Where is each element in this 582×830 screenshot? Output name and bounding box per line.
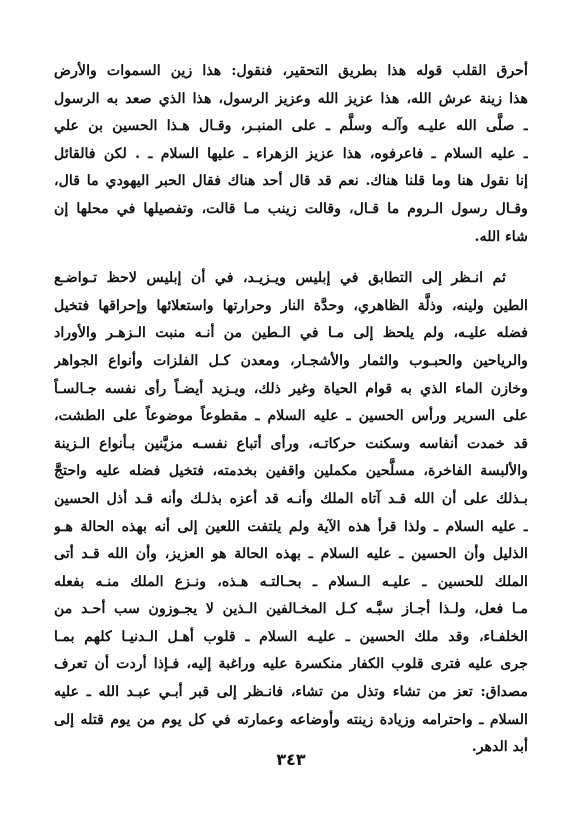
text-line: الملك للحسين ـ عليـه الـسلام ـ بحـالتـه هـذه، ونـزع الملك منـه بفعله [54,573,528,590]
text-line: أحرق القلب قوله هذا بطريق التحقير، فنقول: هذا زين السموات والأرض [54,63,528,79]
text-line: إنا نقول هنا وما قلنا هناك. نعم قد قال أحد هناك فقال الحبر اليهودي ما قال، [54,173,528,190]
text-line: فضله عليـه، ولم يلحظ إلى مـا في الـطين من أنـه منبت الـزهـر والأوراد [54,325,528,342]
text-line: شاء الله. [474,228,528,245]
text-line: هذا زينة عرش الله، هذا عزيز الله وعزيز الرسول، هذا الذي صعد به الرسول [54,90,528,107]
text-line: ـ عليه السلام ـ ولذا قرأ هذه الآية ولم يلتفت اللعين إلى أنه بهذه الحالة هـو [54,518,528,535]
text-line: مـا فعل، ولـذا أجـاز سبَّـه كـل المخـالفين الـذين لا يجـوزون سب أحـد من [54,601,528,618]
text-line: قد خمدت أنفاسه وسكنت حركاتـه، ورأى أتباع نفسـه مزيَّنين بـأنواع الـزينة [54,435,528,452]
text-line: وخازن الماء الذي به قوام الحياة وغير ذلك، ويـزيد أيضـاً رأى نفسه جـالسـاً [54,380,528,397]
text-line: بـذلك على أن الله قـد آتاه الملك وأنـه قد أعزه بذلـك وأنه قـد أذل الحسين [54,490,528,507]
text-line: الذليل وأن الحسين ـ عليه السلام ـ بهذه الحالة هو العزيز، وأن الله قـد أتى [54,546,528,563]
text-line: جرى عليه فترى قلوب الكفار منكسرة عليه وراغبة إليه، فـإذا أردت أن تعرف [54,656,528,673]
text-line: ثم انـظر إلى التطابق في إبليس ويـزيـد، في أن إبليس لاحظ تـواضـع [54,270,506,287]
text-line: ـ صلَّى الله عليـه وآلـه وسلَّم ـ على المنبـر، وقـال هـذا الحسين بن علي [54,118,528,135]
paragraph-gap [54,251,528,265]
text-line: الطين ولينه، وذلَّة الظاهري، وحدَّة النار وحرارتها واستعلائها وإحراقها فتخيل [54,297,528,314]
text-line: السلام ـ واحترامه وزيادة زينته وأوضاعه وعمارته في كل يوم من يوم قتله إلى [54,711,528,728]
text-line: والرياحين والحبـوب والثمار والأشجـار، ومعدن كـل الفلزات وأنواع الجواهر [54,352,528,369]
paragraph-continuation [54,58,528,251]
text-line: مصداق: تعز من تشاء وتذل من تشاء، فانـظر إلى قبر أبـي عبـد الله ـ عليه [54,684,528,701]
text-line: وقـال رسول الـروم ما قـال، وقالت زينب مـا قالت، وتفصيلها في محلها إن [54,200,528,217]
page-number: ٣٤٣ [276,750,306,769]
paragraph-iblis-yazid [54,265,528,762]
text-line: على السرير ورأس الحسين ـ عليه السلام ـ مقطوعاً موضوعاً على الطشت، [54,408,528,425]
text-line: الخلفـاء، وقد ملك الحسين ـ عليـه السلام ـ قلوب أهـل الـدنيـا كلهم بمـا [54,628,528,645]
book-page-text [54,58,528,762]
text-line: والألبسة الفاخرة، مسلَّحين مكملين واقفين بخدمته، فتخيل فضله عليه واحتجَّ [54,463,528,480]
text-line: ـ عليه السلام ـ فاعرفوه، هذا عزيز الزهراء ـ عليها السلام ـ . لكن فالقائل [54,145,528,162]
text-line: أبد الدهر. [471,739,528,756]
